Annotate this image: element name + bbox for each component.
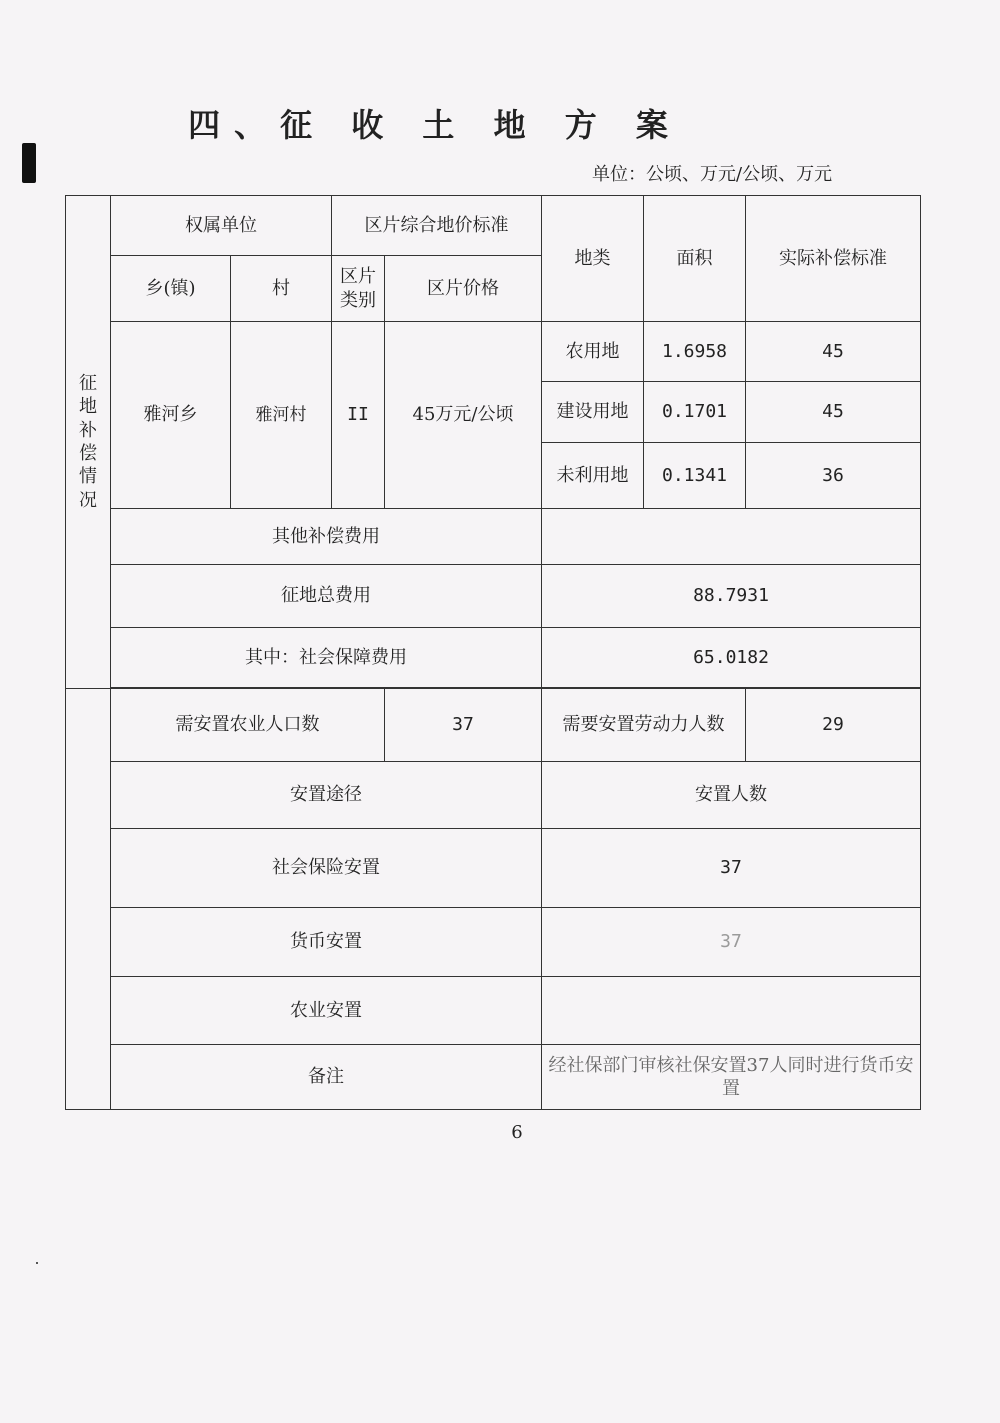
section-label-char: 情 [79,466,97,488]
resettlement-header-row [66,762,921,829]
section-label-char: 偿 [79,443,97,464]
page-title: 四、征 收 土 地 方 案 [188,106,682,144]
other-compensation-row [66,509,921,565]
social-security-cost-row [66,628,921,688]
remark-row [66,1045,921,1110]
cell-land-type: 未利用地 [542,443,644,509]
scan-speck [36,1262,38,1264]
total-cost-label: 征地总费用 [111,565,542,628]
cell-standard: 45 [746,382,921,443]
header-area: 面积 [644,196,746,322]
method-count: 37 [542,908,921,977]
social-security-cost-value: 65.0182 [542,628,921,688]
header-township: 乡(镇) [111,256,231,322]
section-label-resettlement [66,689,111,1110]
social-security-cost-label: 其中：社会保障费用 [111,628,542,688]
cell-township: 雅河乡 [111,322,231,509]
cell-land-type: 农用地 [542,322,644,382]
binding-mark [22,143,36,183]
resettlement-population-row [66,689,921,762]
method-count: 37 [542,829,921,908]
remark-value: 经社保部门审核社保安置37人同时进行货币安置 [542,1045,921,1110]
agri-population-value: 37 [385,689,542,762]
method-label: 农业安置 [111,977,542,1045]
agri-population-label: 需安置农业人口数 [111,689,385,762]
method-label: 社会保险安置 [111,829,542,908]
section-label-char: 征 [79,372,97,394]
count-header: 安置人数 [542,762,921,829]
section-label-char: 况 [79,489,97,511]
cell-area: 0.1701 [644,382,746,443]
cell-zone-price: 45万元/公顷 [385,322,542,509]
total-cost-row [66,565,921,628]
cell-standard: 36 [746,443,921,509]
page-number: 6 [511,1122,523,1143]
cell-land-type: 建设用地 [542,382,644,443]
header-village: 村 [231,256,332,322]
cell-area: 1.6958 [644,322,746,382]
header-zone-standard: 区片综合地价标准 [332,196,542,256]
land-acquisition-table [65,195,921,1110]
land-row [66,322,921,382]
total-cost-value: 88.7931 [542,565,921,628]
other-compensation-label: 其他补偿费用 [111,509,542,565]
method-count [542,977,921,1045]
section-label-char: 补 [79,419,97,441]
labor-label: 需要安置劳动力人数 [542,689,746,762]
section-label-char: 地 [79,396,97,418]
resettlement-method-row [66,908,921,977]
header-land-type: 地类 [542,196,644,322]
header-actual-standard: 实际补偿标准 [746,196,921,322]
resettlement-method-row [66,829,921,908]
header-zone-category: 区片类别 [332,256,385,322]
header-zone-price: 区片价格 [385,256,542,322]
method-label: 货币安置 [111,908,542,977]
section-label-compensation [66,196,111,689]
labor-value: 29 [746,689,921,762]
cell-area: 0.1341 [644,443,746,509]
cell-standard: 45 [746,322,921,382]
cell-zone-category: II [332,322,385,509]
unit-note: 单位：公顷、万元/公顷、万元 [592,164,833,185]
header-ownership-unit: 权属单位 [111,196,332,256]
resettlement-method-row [66,977,921,1045]
remark-label: 备注 [111,1045,542,1110]
header-row-1 [66,196,921,256]
method-header: 安置途径 [111,762,542,829]
cell-village: 雅河村 [231,322,332,509]
other-compensation-value [542,509,921,565]
